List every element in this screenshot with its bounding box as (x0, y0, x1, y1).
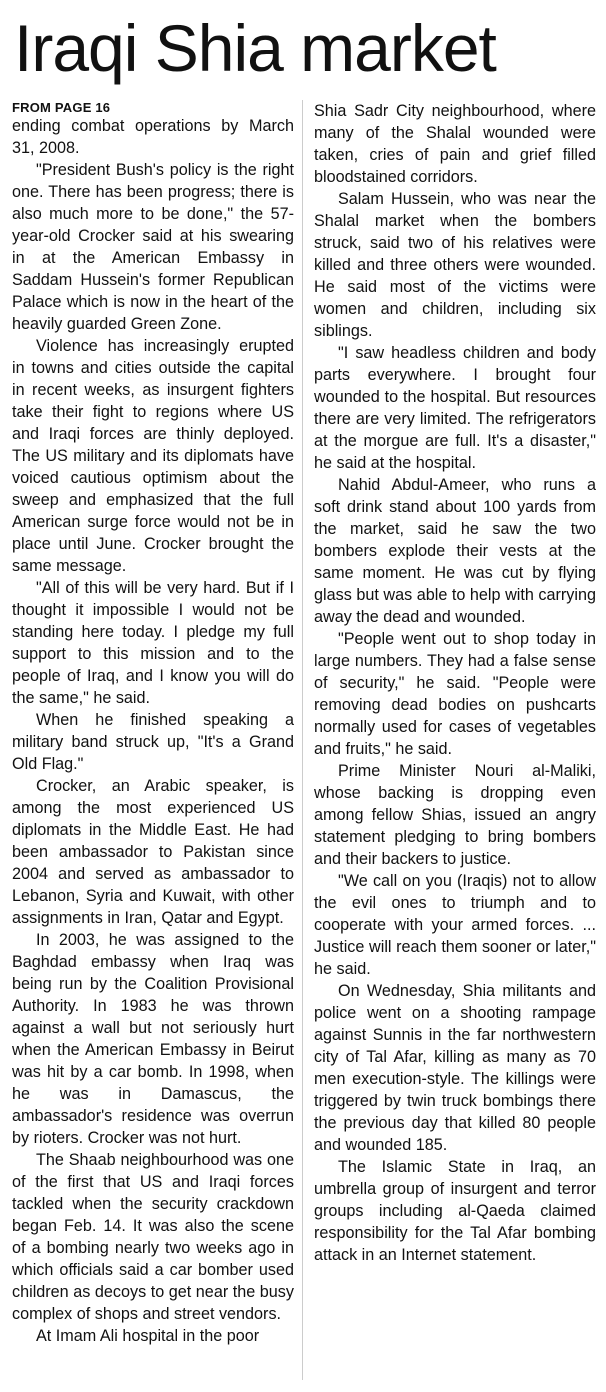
paragraph: When he finished speaking a military band struck up, "It's a Grand Old Flag." (12, 711, 294, 773)
paragraph: "I saw headless children and body parts everywhere. I brought four wounded to the hospital. But resources there are very limited. The refrigerators at the morgue are full. It's a disaster," he said at the hospital. (314, 344, 596, 472)
paragraph: ending combat operations by March 31, 2008. (12, 117, 294, 157)
article-column-left (12, 100, 294, 1347)
paragraph: On Wednesday, Shia militants and police went on a shooting rampage against Sunnis in the far northwestern city of Tal Afar, killing as many as 70 men execution-style. The killings were triggered by twin truck bombings there the previous day that killed 80 people and wounded 185. (314, 982, 596, 1154)
paragraph: Salam Hussein, who was near the Shalal market when the bombers struck, said two of his relatives were killed and three others were wounded. He said most of the victims were women and children, including six siblings. (314, 190, 596, 340)
paragraph: Shia Sadr City neighbourhood, where many of the Shalal wounded were taken, cries of pain and grief filled bloodstained corridors. (314, 102, 596, 186)
jump-label: FROM PAGE 16 (12, 100, 111, 115)
column-divider (302, 100, 303, 1380)
article-column-right (314, 100, 596, 1266)
headline: Iraqi Shia market (14, 11, 496, 85)
paragraph: The Shaab neighbourhood was one of the first that US and Iraqi forces tackled when the security crackdown began Feb. 14. It was also the scene of a bombing nearly two weeks ago in which officials said a car bomber used children as decoys to get near the busy complex of shops and street vendors. (12, 1151, 294, 1323)
paragraph: The Islamic State in Iraq, an umbrella group of insurgent and terror groups including al-Qaeda claimed responsibility for the Tal Afar bombing attack in an Internet statement. (314, 1158, 596, 1264)
paragraph: "People went out to shop today in large numbers. They had a false sense of security," he said. "People were removing dead bodies on pushcarts normally used for cases of vegetables and fruits," he said. (314, 630, 596, 758)
paragraph: Nahid Abdul-Ameer, who runs a soft drink stand about 100 yards from the market, said he saw the two bombers explode their vests at the same moment. He was cut by flying glass but was able to help with carrying away the dead and wounded. (314, 476, 596, 626)
paragraph: "President Bush's policy is the right one. There has been progress; there is also much more to be done," the 57-year-old Crocker said at his swearing in at the American Embassy in Saddam Hussein's former Republican Palace which is now in the heart of the heavily guarded Green Zone. (12, 161, 294, 333)
paragraph: "All of this will be very hard. But if I thought it impossible I would not be standing here today. I pledge my full support to this mission and to the people of Iraq, and I know you will do the same," he said. (12, 579, 294, 707)
paragraph: At Imam Ali hospital in the poor (36, 1327, 260, 1345)
paragraph: In 2003, he was assigned to the Baghdad embassy when Iraq was being run by the Coalition Provisional Authority. In 1983 he was thrown against a wall but not seriously hurt when the American Embassy in Beirut was hit by a car bomb. In 1998, when he was in Damascus, the ambassador's residence was overrun by rioters. Crocker was not hurt. (12, 931, 294, 1147)
paragraph: Violence has increasingly erupted in towns and cities outside the capital in recent weeks, as insurgent fighters take their fight to regions where US and Iraqi forces are thinly deployed. The US military and its diplomats have voiced cautious optimism about the sweep and emphasized that the full American surge force would not be in place until June. Crocker brought the same message. (12, 337, 294, 575)
paragraph: Crocker, an Arabic speaker, is among the most experienced US diplomats in the Middle East. He had been ambassador to Pakistan since 2004 and served as ambassador to Lebanon, Syria and Kuwait, with other assignments in Iran, Qatar and Egypt. (12, 777, 294, 927)
paragraph: "We call on you (Iraqis) not to allow the evil ones to triumph and to cooperate with your armed forces. ... Justice will reach them sooner or later," he said. (314, 872, 596, 978)
paragraph: Prime Minister Nouri al-Maliki, whose backing is dropping even among fellow Shias, issued an angry statement pledging to bring bombers and their backers to justice. (314, 762, 596, 868)
